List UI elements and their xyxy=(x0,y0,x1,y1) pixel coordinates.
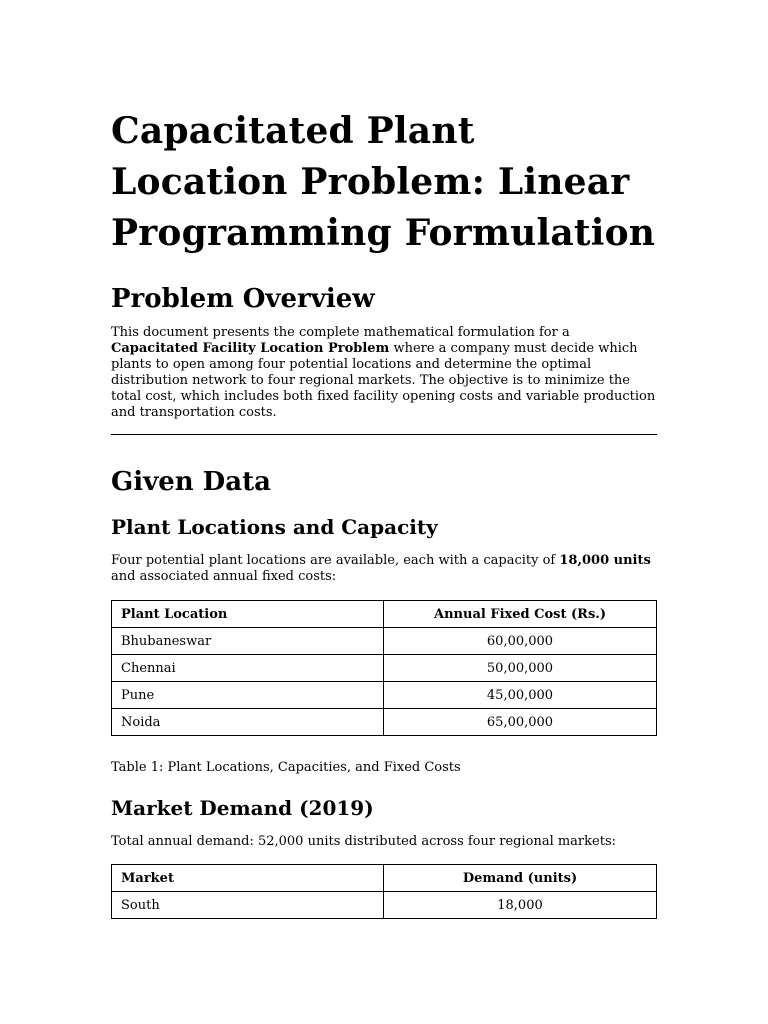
demand-value-cell: 18,000 xyxy=(384,892,657,919)
fixed-cost-cell: 60,00,000 xyxy=(384,628,657,655)
table-1-caption: Table 1: Plant Locations, Capacities, and Fixed Costs xyxy=(111,760,461,775)
market-demand-intro: Total annual demand: 52,000 units distributed across four regional markets: xyxy=(111,834,616,849)
plant-intro-end: and associated annual fixed costs: xyxy=(111,569,337,584)
plant-intro-bold: 18,000 units xyxy=(559,553,651,568)
table-row xyxy=(112,709,657,736)
overview-paragraph xyxy=(111,325,657,421)
document-body xyxy=(111,106,657,919)
table-row xyxy=(112,682,657,709)
section-divider xyxy=(111,434,657,435)
overview-text-end: where a company must decide which plants to open among four potential locations and determine the optimal distribution network to four regional markets. The objective is to minimize the total cost, which includes both fixed facility opening costs and variable production and transportation costs. xyxy=(111,341,656,420)
plant-intro-start: Four potential plant locations are available, each with a capacity of xyxy=(111,553,560,568)
plant-name-cell: Pune xyxy=(112,682,384,709)
document-title: Capacitated Plant Location Problem: Linear Programming Formulation xyxy=(111,110,656,254)
market-demand-table xyxy=(111,864,657,919)
plant-locations-intro xyxy=(111,553,657,585)
overview-heading: Problem Overview xyxy=(111,284,375,314)
column-header-fixed-cost: Annual Fixed Cost (Rs.) xyxy=(384,601,657,628)
plant-cost-table xyxy=(111,600,657,736)
plant-name-cell: Chennai xyxy=(112,655,384,682)
table-header-row xyxy=(112,601,657,628)
fixed-cost-cell: 50,00,000 xyxy=(384,655,657,682)
overview-text-bold: Capacitated Facility Location Problem xyxy=(111,341,390,356)
column-header-plant-location: Plant Location xyxy=(112,601,384,628)
column-header-market: Market xyxy=(112,865,384,892)
table-row xyxy=(112,655,657,682)
table-row xyxy=(112,892,657,919)
table-row xyxy=(112,628,657,655)
table-header-row xyxy=(112,865,657,892)
given-data-heading: Given Data xyxy=(111,467,271,497)
fixed-cost-cell: 65,00,000 xyxy=(384,709,657,736)
plant-name-cell: Noida xyxy=(112,709,384,736)
market-demand-heading: Market Demand (2019) xyxy=(111,796,374,820)
column-header-demand: Demand (units) xyxy=(384,865,657,892)
market-name-cell: South xyxy=(112,892,384,919)
fixed-cost-cell: 45,00,000 xyxy=(384,682,657,709)
overview-text-start: This document presents the complete mathematical formulation for a xyxy=(111,325,570,340)
plant-name-cell: Bhubaneswar xyxy=(112,628,384,655)
plant-locations-heading: Plant Locations and Capacity xyxy=(111,515,438,539)
